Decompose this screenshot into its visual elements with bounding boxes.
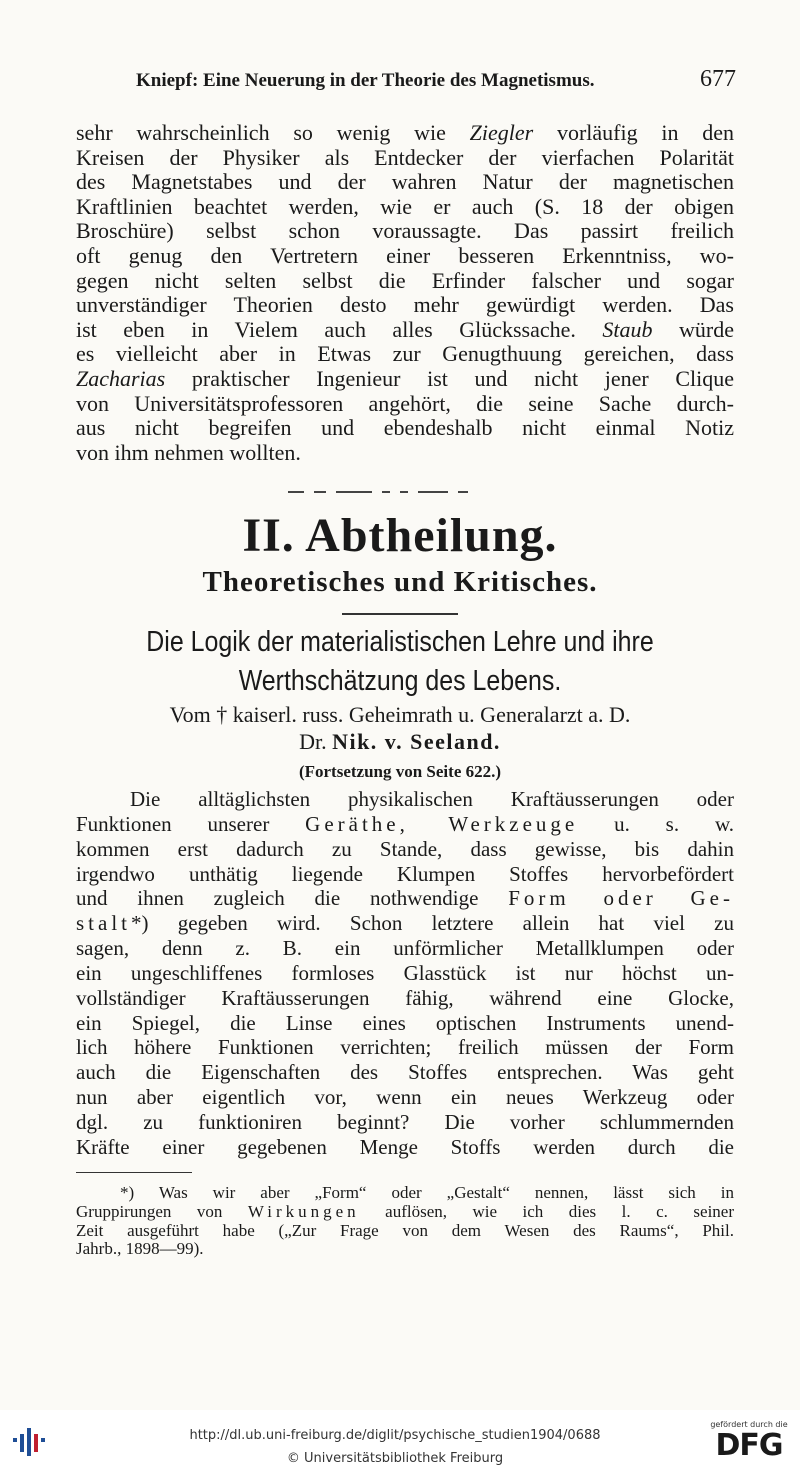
- text-line: nun aber eigentlich vor, wenn ein neues Werkzeug oder: [76, 1085, 734, 1110]
- text-line: Kreisen der Physiker als Entdecker der vierfachen Polarität: [76, 144, 734, 170]
- text-line: des Magnetstabes und der wahren Natur der magnetischen: [76, 169, 734, 195]
- dfg-wordmark: DFG: [715, 1428, 783, 1463]
- text-line: auch die Eigenschaften des Stoffes entsprechen. Was geht: [76, 1060, 734, 1085]
- copyright-notice: © Universitätsbibliothek Freiburg: [286, 1451, 504, 1466]
- text-line: von ihm nehmen wollten.: [76, 439, 301, 465]
- running-title: Kniepf: Eine Neuerung in der Theorie des Magnetismus.: [136, 70, 595, 91]
- text-line: Zacharias praktischer Ingenieur ist und nicht jener Clique: [76, 365, 734, 391]
- text-line: Kraftlinien beachtet werden, wie er auch (S. 18 der obigen: [76, 193, 734, 219]
- text-line: kommen erst dadurch zu Stande, dass gewisse, bis dahin: [76, 836, 734, 861]
- text-line: von Universitätsprofessoren angehört, die seine Sache durch-: [76, 390, 734, 416]
- page-number: 677: [700, 66, 736, 92]
- text-line: unverständiger Theorien desto mehr gewürdigt werden. Das: [76, 292, 734, 318]
- dfg-logo: [706, 1420, 792, 1463]
- article-title-line-2: Werthschätzung des Lebens.: [238, 665, 562, 697]
- text-line: ein Spiegel, die Linse eines optischen Instruments unend-: [76, 1010, 734, 1035]
- text-line: Kräfte einer gegebenen Menge Stoffs werden durch die: [76, 1134, 734, 1159]
- text-line: aus nicht begreifen und ebendeshalb nicht einmal Notiz: [76, 415, 734, 441]
- text-line: sehr wahrscheinlich so wenig wie Ziegler vorläufig in den: [76, 120, 734, 145]
- text-line: lich höhere Funktionen verrichten; freilich müssen der Form: [76, 1035, 734, 1060]
- text-line: ist eben in Vielem auch alles Glückssache. Staub würde: [76, 316, 734, 342]
- text-line: es vielleicht aber in Etwas zur Genugthuung gereichen, dass: [76, 341, 734, 367]
- footnote-line: Zeit ausgeführt habe („Zur Frage von dem Wesen des Raums“, Phil.: [76, 1220, 734, 1240]
- text-line: dgl. zu funktioniren beginnt? Die vorher schlummernden: [76, 1109, 734, 1134]
- author-name: Nik. v. Seeland.: [332, 729, 501, 754]
- footnote: [76, 1184, 734, 1259]
- continuation-note: (Fortsetzung von Seite 622.): [298, 762, 502, 781]
- footnote-line: Gruppirungen von Wirkungen auflösen, wie ich dies l. c. seiner: [76, 1201, 734, 1221]
- text-line: sagen, denn z. B. ein unförmlicher Metallklumpen oder: [76, 936, 734, 961]
- paragraph-2: [76, 787, 734, 1160]
- permalink-url[interactable]: http://dl.ub.uni-freiburg.de/diglit/psychische_studien1904/0688: [189, 1428, 601, 1443]
- title-rule: [342, 613, 458, 615]
- footnote-line: *) Was wir aber „Form“ oder „Gestalt“ nennen, lässt sich in: [120, 1183, 734, 1202]
- text-line: und ihnen zugleich die nothwendige Form oder Ge-: [76, 886, 734, 911]
- running-header: [136, 66, 736, 92]
- article-author: [0, 729, 800, 755]
- text-line: gegen nicht selten selbst die Erfinder falscher und sogar: [76, 267, 734, 293]
- section-divider: [288, 491, 520, 493]
- footnote-line: Jahrb., 1898—99).: [76, 1239, 204, 1259]
- footnote-rule: [76, 1172, 192, 1173]
- section-subtitle: Theoretisches und Kritisches.: [202, 566, 598, 598]
- author-prefix: Dr.: [299, 729, 327, 754]
- text-line: ein ungeschliffenes formloses Glasstück ist nur höchst un-: [76, 960, 734, 985]
- section-title: II. Abtheilung.: [242, 509, 558, 562]
- text-line: Broschüre) selbst schon voraussagte. Das passirt freilich: [76, 218, 734, 244]
- text-line: oft genug den Vertretern einer besseren Erkenntniss, wo-: [76, 242, 734, 268]
- text-line: stalt*) gegeben wird. Schon letztere allein hat viel zu: [76, 911, 734, 936]
- text-line: Die alltäglichsten physikalischen Kraftäusserungen oder: [130, 787, 734, 811]
- article-title-line-1: Die Logik der materialistischen Lehre und ihre: [146, 626, 654, 658]
- dfg-funding-note: gefördert durch die: [710, 1420, 788, 1429]
- viewer-footer: [0, 1410, 800, 1472]
- text-line: irgendwo unthätig liegende Klumpen Stoffes hervorbefördert: [76, 861, 734, 886]
- article-byline: Vom † kaiserl. russ. Geheimrath u. Generalarzt a. D.: [169, 702, 631, 727]
- paragraph-1: [76, 121, 734, 465]
- text-line: vollständiger Kraftäusserungen fähig, während eine Glocke,: [76, 985, 734, 1010]
- text-line: Funktionen unserer Geräthe, Werkzeuge u. s. w.: [76, 811, 734, 836]
